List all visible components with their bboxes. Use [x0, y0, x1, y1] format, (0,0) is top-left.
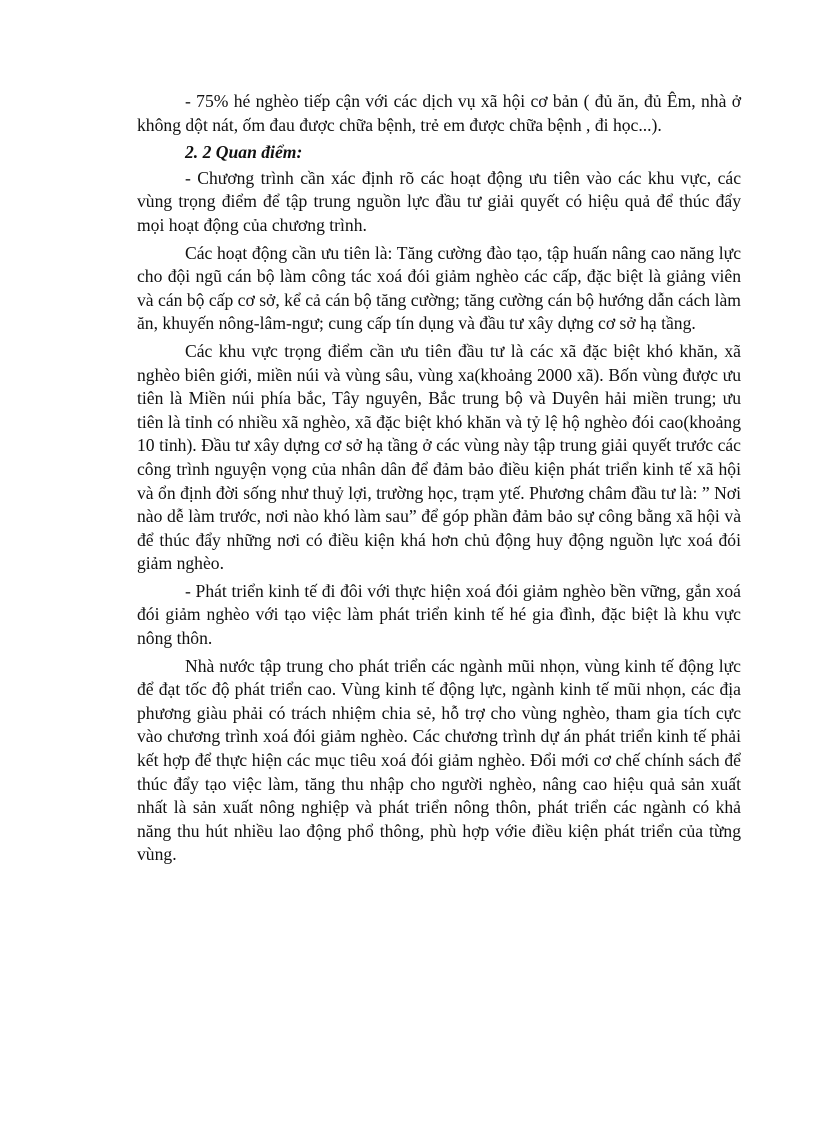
paragraph-access-basic-services: - 75% hé nghèo tiếp cận với các dịch vụ xã hội cơ bản ( đủ ăn, đủ Êm, nhà ở không dột nát, ốm đau được chữa bệnh, trẻ em được chữa bệnh , đi học...).	[137, 91, 741, 135]
paragraph-economic-development: - Phát triển kinh tế đi đôi với thực hiện xoá đói giảm nghèo bền vững, gắn xoá đói giảm nghèo với tạo việc làm phát triển kinh tế hé gia đình, đặc biệt là khu vực nông thôn.	[137, 580, 741, 649]
paragraph-priority-regions: Các khu vực trọng điểm cần ưu tiên đầu tư là các xã đặc biệt khó khăn, xã nghèo biên giới, miền núi và vùng sâu, vùng xa(khoảng 2000 xã). Bốn vùng được ưu tiên là Miền núi phía bắc, Tây nguyên, Bắc trung bộ và Duyên hải miền trung; ưu tiên là tỉnh có nhiều xã nghèo, xã đặc biệt khó khăn và tỷ lệ hộ nghèo đói cao(khoảng 10 tỉnh). Đầu tư xây dựng cơ sở hạ tầng ở các vùng này tập trung giải quyết trước các công trình nguyện vọng của nhân dân để đảm bảo điều kiện phát triển kinh tế xã hội và ổn định đời sống như thuỷ lợi, trường học, trạm ytế. Phương châm đầu tư là: ” Nơi nào dễ làm trước, nơi nào khó làm sau” để góp phần đảm bảo sự công bằng xã hội và để thúc đẩy những nơi có điều kiện khá hơn chủ động huy động nguồn lực xoá đói giảm nghèo.	[137, 340, 741, 574]
paragraph-priority-activities: Các hoạt động cần ưu tiên là: Tăng cường đào tạo, tập huấn nâng cao năng lực cho đội ngũ cán bộ làm công tác xoá đói giảm nghèo các cấp, đặc biệt là giảng viên và cán bộ cấp cơ sở, kể cả cán bộ tăng cường; tăng cường cán bộ hướng dẫn cách làm ăn, khuyến nông-lâm-ngư; cung cấp tín dụng và đầu tư xây dựng cơ sở hạ tầng.	[137, 242, 741, 334]
section-heading-viewpoint: 2. 2 Quan điểm:	[185, 142, 303, 163]
paragraph-state-focus: Nhà nước tập trung cho phát triển các ngành mũi nhọn, vùng kinh tế động lực để đạt tốc độ phát triển cao. Vùng kinh tế động lực, ngành kinh tế mũi nhọn, các địa phương giàu phải có trách nhiệm chia sẻ, hỗ trợ cho vùng nghèo, tham gia tích cực vào chương trình xoá đói giảm nghèo. Các chương trình dự án phát triển kinh tế phải kết hợp để thực hiện các mục tiêu xoá đói giảm nghèo. Đổi mới cơ chế chính sách để thúc đẩy tạo việc làm, tăng thu nhập cho người nghèo, nâng cao hiệu quả sản xuất nhất là sản xuất nông nghiệp và phát triển nông thôn, phát triển các ngành có khả năng thu hút nhiều lao động phổ thông, phù hợp vớie điều kiện phát triển của từng vùng.	[137, 655, 741, 865]
document-body	[137, 90, 741, 871]
paragraph-program-priorities: - Chương trình cần xác định rõ các hoạt động ưu tiên vào các khu vực, các vùng trọng điểm để tập trung nguồn lực đầu tư giải quyết có hiệu quả để thúc đẩy mọi hoạt động của chương trình.	[137, 167, 741, 235]
